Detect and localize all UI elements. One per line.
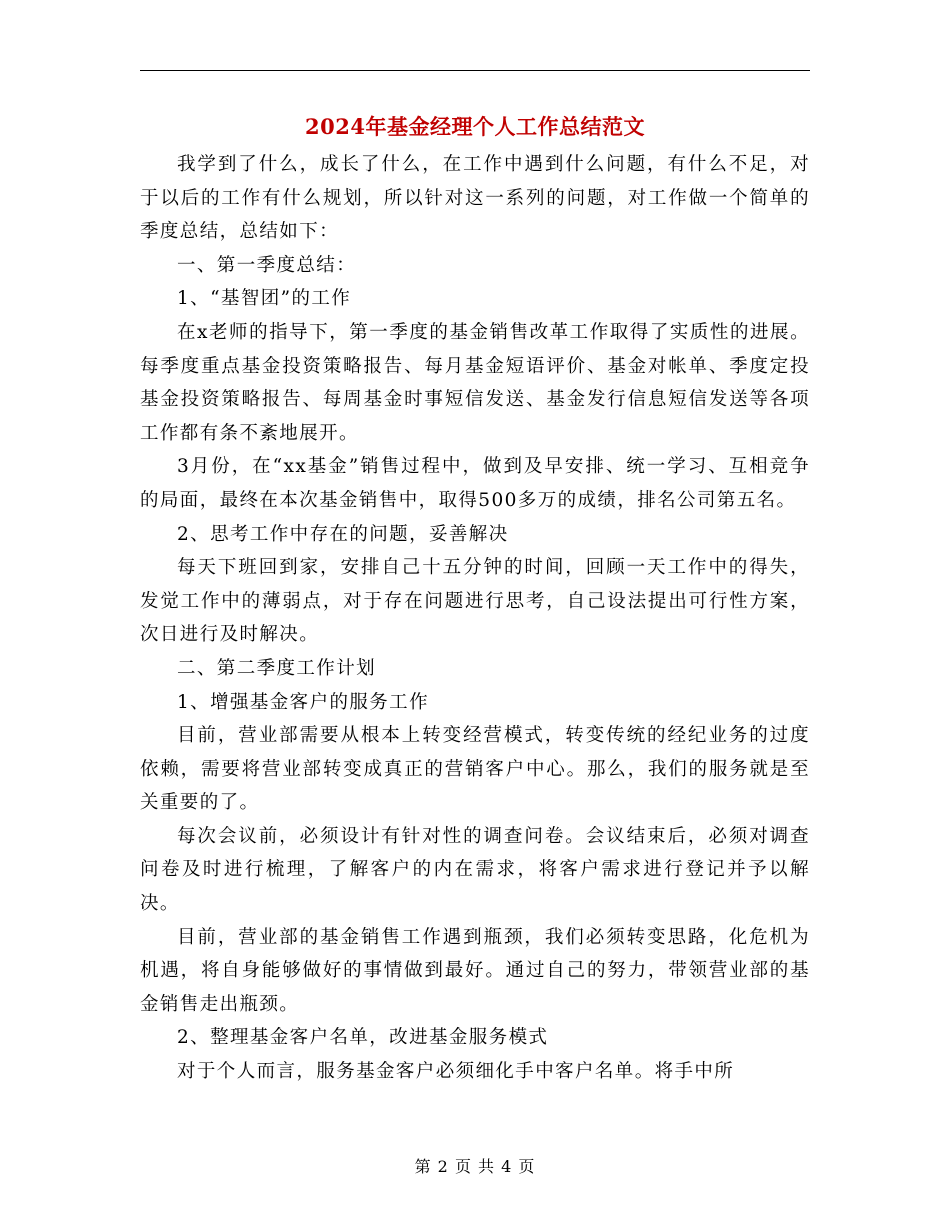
page-number-footer: 第 2 页 共 4 页	[414, 1157, 536, 1176]
document-title: 2024年基金经理个人工作总结范文	[305, 114, 645, 139]
paragraph: 每次会议前，必须设计有针对性的调查问卷。会议结束后，必须对调查问卷及时进行梳理，了解客户的内在需求，将客户需求进行登记并予以解决。	[140, 825, 810, 915]
paragraph: 目前，营业部需要从根本上转变经营模式，转变传统的经纪业务的过度依赖，需要将营业部转变成真正的营销客户中心。那么，我们的服务就是至关重要的了。	[140, 725, 810, 814]
subsection-heading: 1、增强基金客户的服务工作	[177, 691, 429, 713]
paragraph: 在x老师的指导下，第一季度的基金销售改革工作取得了实质性的进展。每季度重点基金投资策略报告、每月基金短语评价、基金对帐单、季度定投基金投资策略报告、每周基金时事短信发送、基金发行信息短信发送等各项工作都有条不紊地展开。	[140, 321, 810, 444]
paragraph: 我学到了什么，成长了什么，在工作中遇到什么问题，有什么不足，对于以后的工作有什么规划，所以针对这一系列的问题，对工作做一个简单的季度总结，总结如下：	[140, 154, 810, 243]
paragraph: 对于个人而言，服务基金客户必须细化手中客户名单。将手中所	[177, 1061, 735, 1083]
paragraph: 目前，营业部的基金销售工作遇到瓶颈，我们必须转变思路，化危机为机遇，将自身能够做好的事情做到最好。通过自己的努力，带领营业部的基金销售走出瓶颈。	[140, 926, 810, 1015]
section-heading: 二、第二季度工作计划	[177, 657, 377, 679]
header-rule	[140, 70, 810, 71]
subsection-heading: 2、整理基金客户名单，改进基金服务模式	[177, 1027, 549, 1049]
subsection-heading: 2、思考工作中存在的问题，妥善解决	[177, 523, 509, 545]
section-heading: 一、第一季度总结：	[177, 254, 357, 276]
paragraph: 每天下班回到家，安排自己十五分钟的时间，回顾一天工作中的得失，发觉工作中的薄弱点，对于存在问题进行思考，自己设法提出可行性方案，次日进行及时解决。	[140, 557, 810, 646]
subsection-heading: 1、“基智团”的工作	[177, 288, 352, 310]
paragraph: 3月份，在“xx基金”销售过程中，做到及早安排、统一学习、互相竞争的局面，最终在本次基金销售中，取得500多万的成绩，排名公司第五名。	[140, 456, 810, 511]
document-body	[140, 148, 810, 1089]
